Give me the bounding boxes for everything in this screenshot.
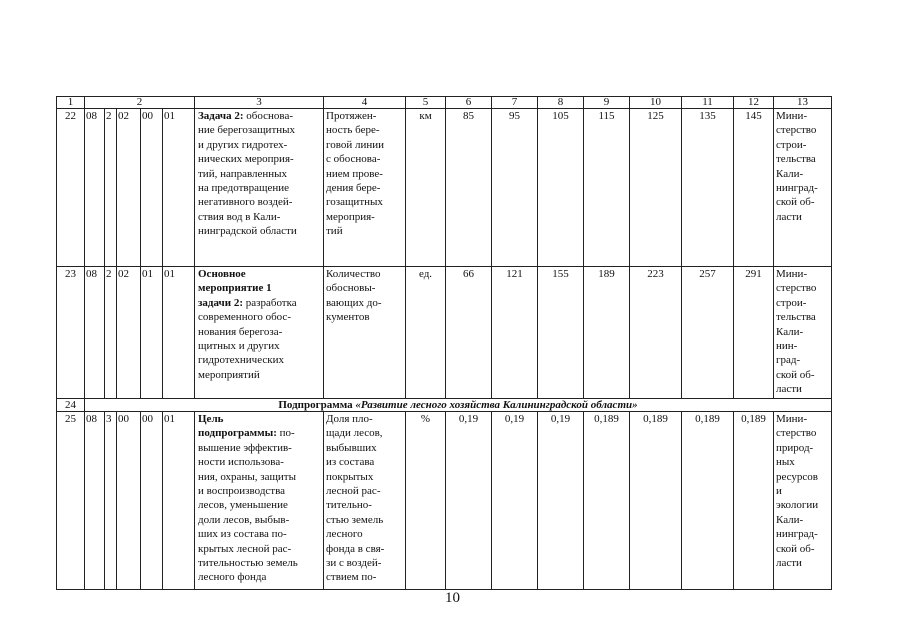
value-cell: 0,189 xyxy=(734,412,774,590)
description-bold: Цель подпрограммы: xyxy=(198,413,277,440)
code-cell: 2 xyxy=(105,267,117,399)
value-cell: 0,19 xyxy=(538,412,584,590)
description-bold: Задача 2: xyxy=(198,110,244,122)
value-cell: 95 xyxy=(492,109,538,267)
value-cell: 223 xyxy=(630,267,682,399)
table-row xyxy=(57,412,832,590)
value-cell: 85 xyxy=(446,109,492,267)
code-cell: 01 xyxy=(163,267,195,399)
value-cell: 291 xyxy=(734,267,774,399)
value-cell: 135 xyxy=(682,109,734,267)
header-cell: 8 xyxy=(538,97,584,109)
header-cell: 13 xyxy=(774,97,832,109)
value-cell: 0,189 xyxy=(584,412,630,590)
header-cell: 2 xyxy=(85,97,195,109)
value-cell: 125 xyxy=(630,109,682,267)
code-cell: 02 xyxy=(117,267,141,399)
value-cell: 66 xyxy=(446,267,492,399)
indicator-cell: Количество обосновы- вающих до- кументов xyxy=(324,267,406,399)
value-cell: 0,189 xyxy=(682,412,734,590)
code-cell: 08 xyxy=(85,267,105,399)
table-row xyxy=(57,267,832,399)
value-cell: 105 xyxy=(538,109,584,267)
program-indicators-table xyxy=(56,96,832,590)
subprogram-row xyxy=(57,399,832,412)
column-number-row xyxy=(57,97,832,109)
subprogram-prefix: Подпрограмма xyxy=(278,399,356,411)
header-cell: 9 xyxy=(584,97,630,109)
subprogram-heading xyxy=(85,399,832,412)
value-cell: 189 xyxy=(584,267,630,399)
value-cell: 0,19 xyxy=(446,412,492,590)
header-cell: 1 xyxy=(57,97,85,109)
header-cell: 6 xyxy=(446,97,492,109)
code-cell: 02 xyxy=(117,109,141,267)
code-cell: 3 xyxy=(105,412,117,590)
value-cell: 145 xyxy=(734,109,774,267)
header-cell: 7 xyxy=(492,97,538,109)
value-cell: 155 xyxy=(538,267,584,399)
header-cell: 10 xyxy=(630,97,682,109)
subprogram-title: «Развитие лесного хозяйства Калининградской области» xyxy=(355,399,638,411)
description-cell xyxy=(195,109,324,267)
code-cell: 08 xyxy=(85,109,105,267)
row-number: 22 xyxy=(57,109,85,267)
responsible-cell: Мини- стерство строи- тельства Кали- нин- град- ской об- ласти xyxy=(774,267,832,399)
code-cell: 01 xyxy=(163,412,195,590)
value-cell: 0,19 xyxy=(492,412,538,590)
description-text: обоснова- ние берегозащитных и других гидротех- нических мероприя- тий, направленных на предотвращение негативного воздей- ствия вод в Кали- нинградской области xyxy=(198,110,297,238)
header-cell: 11 xyxy=(682,97,734,109)
header-cell: 4 xyxy=(324,97,406,109)
indicator-cell: Доля пло- щади лесов, выбывших из состава покрытых лесной рас- тительно- стью земель лесного фонда в свя- зи с воздей- ствием по- xyxy=(324,412,406,590)
code-cell: 01 xyxy=(141,267,163,399)
value-cell: 257 xyxy=(682,267,734,399)
description-cell xyxy=(195,267,324,399)
header-cell: 3 xyxy=(195,97,324,109)
responsible-cell: Мини- стерство природ- ных ресурсов и экологии Кали- нинград- ской об- ласти xyxy=(774,412,832,590)
unit-cell: % xyxy=(406,412,446,590)
row-number: 25 xyxy=(57,412,85,590)
code-cell: 2 xyxy=(105,109,117,267)
code-cell: 00 xyxy=(117,412,141,590)
value-cell: 121 xyxy=(492,267,538,399)
code-cell: 01 xyxy=(163,109,195,267)
description-cell xyxy=(195,412,324,590)
value-cell: 115 xyxy=(584,109,630,267)
row-number: 24 xyxy=(57,399,85,412)
code-cell: 00 xyxy=(141,109,163,267)
row-number: 23 xyxy=(57,267,85,399)
description-text: по- вышение эффектив- ности использова- ния, охраны, защиты и воспроизводства лесов, уменьшение доли лесов, выбыв- ших из состава по- крытых лесной рас- тительностью земель лесного фонда xyxy=(198,427,298,584)
indicator-cell: Протяжен- ность бере- говой линии с обоснова- нием прове- дения бере- гозащитных мероприя- тий xyxy=(324,109,406,267)
table-row xyxy=(57,109,832,267)
description-bold: Основное мероприятие 1 задачи 2: xyxy=(198,268,272,309)
header-cell: 5 xyxy=(406,97,446,109)
responsible-cell: Мини- стерство строи- тельства Кали- нинград- ской об- ласти xyxy=(774,109,832,267)
description-text: разработка современного обос- нования берегоза- щитных и других гидротехнических мероприятий xyxy=(198,296,297,381)
unit-cell: ед. xyxy=(406,267,446,399)
page-number: 10 xyxy=(445,590,460,606)
code-cell: 08 xyxy=(85,412,105,590)
code-cell: 00 xyxy=(141,412,163,590)
value-cell: 0,189 xyxy=(630,412,682,590)
header-cell: 12 xyxy=(734,97,774,109)
unit-cell: км xyxy=(406,109,446,267)
